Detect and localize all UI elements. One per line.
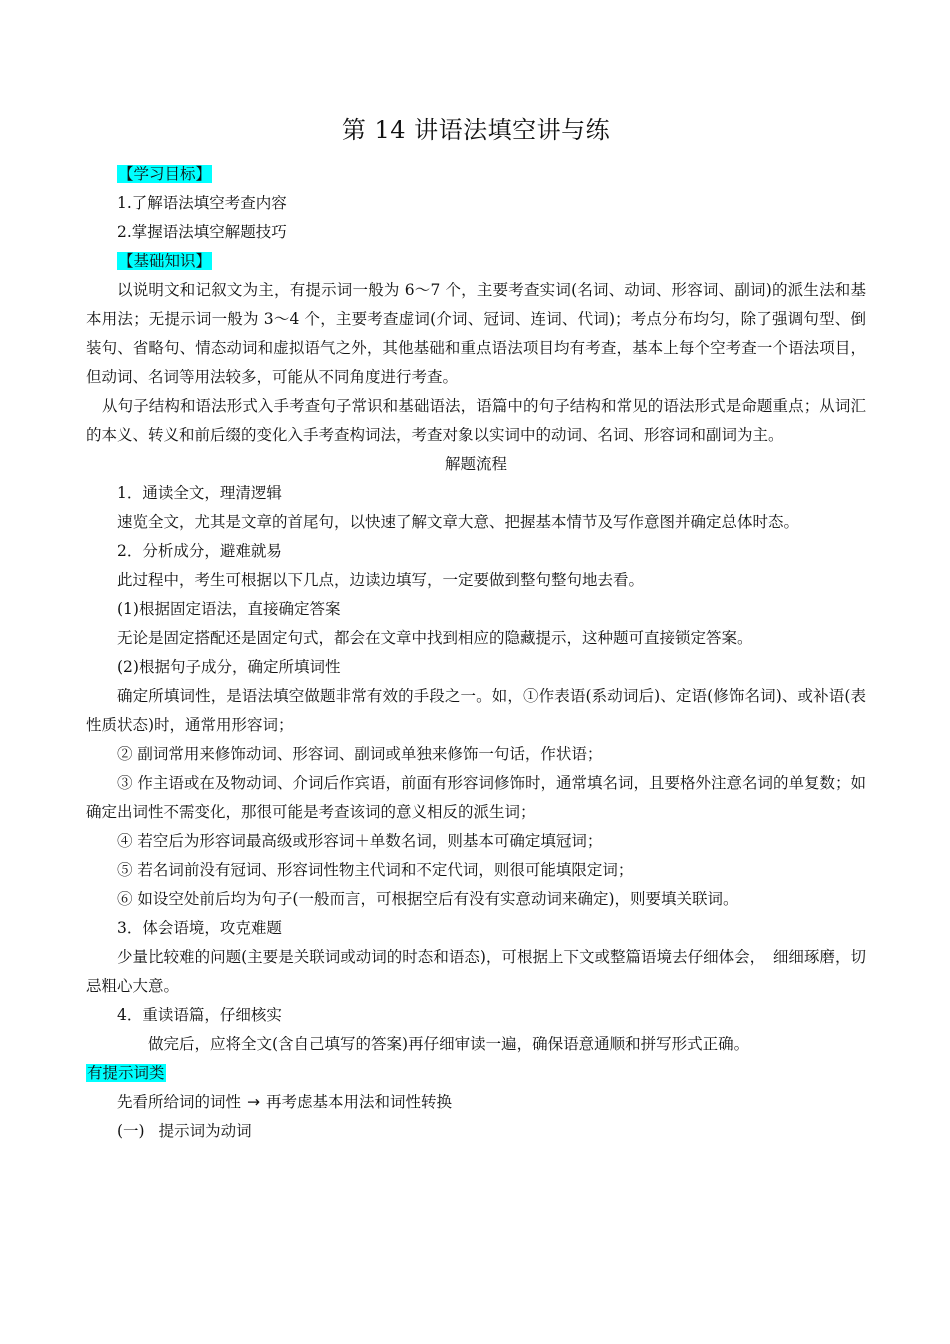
step-2-heading: 2．分析成分，避难就易: [117, 542, 282, 560]
basics-paragraph-2: 从句子结构和语法形式入手考查句子常识和基础语法，语篇中的句子结构和常见的语法形式是命题重点；从词汇的本义、转义和前后缀的变化入手考查构词法，考查对象以实词中的动词、名词、形容词和副词为主。: [86, 397, 866, 444]
list-item-3: ③ 作主语或在及物动词、介词后作宾语，前面有形容词修饰时，通常填名词，且要格外注意名词的单复数；如确定出词性不需变化，那很可能是考查该词的意义相反的派生词；: [86, 774, 866, 821]
step-1-text: 速览全文，尤其是文章的首尾句，以快速了解文章大意、把握基本情节及写作意图并确定总体时态。: [117, 513, 800, 531]
basics-paragraph-1: 以说明文和记叙文为主，有提示词一般为 6～7 个，主要考查实词(名词、动词、形容词、副词)的派生法和基本用法；无提示词一般为 3～4 个，主要考查虚词(介词、冠词、连词、代词)；考点分布均匀，除了强调句型、倒装句、省略句、情态动词和虚拟语气之外，其他基础和重点语法项目均有考查，基本上每个空考查一个语法项目，但动词、名词等用法较多，可能从不同角度进行考查。: [86, 281, 866, 386]
step-4-text: 做完后，应将全文(含自己填写的答案)再仔细审读一遍，确保语意通顺和拼写形式正确。: [148, 1035, 750, 1053]
step-2-sub-2-text: 确定所填词性，是语法填空做题非常有效的手段之一。如，①作表语(系动词后)、定语(修饰名词)、或补语(表性质状态)时，通常用形容词；: [86, 687, 866, 734]
basics-heading: [86, 247, 866, 276]
step-2-sub-1-text: 无论是固定搭配还是固定句式，都会在文章中找到相应的隐藏提示，这种题可直接锁定答案。: [117, 629, 753, 647]
hint-heading: [86, 1059, 866, 1088]
subsection-number: (一): [117, 1122, 145, 1140]
subsection-text: 提示词为动词: [158, 1122, 252, 1140]
hint-label: 有提示词类: [87, 1064, 165, 1082]
step-4-heading: 4．重读语篇，仔细核实: [117, 1006, 282, 1024]
goals-label: 【学习目标】: [118, 165, 212, 183]
step-2-sub-2-heading: (2)根据句子成分，确定所填词性: [117, 658, 341, 676]
step-1-heading: 1．通读全文，理清逻辑: [117, 484, 282, 502]
arrow-right-icon: →: [247, 1093, 261, 1111]
document-page: [86, 112, 866, 1146]
list-item-4: ④ 若空后为形容词最高级或形容词＋单数名词，则基本可确定填冠词；: [117, 832, 603, 850]
hint-right: 再考虑基本用法和词性转换: [266, 1093, 453, 1111]
flow-title: 解题流程: [444, 455, 507, 473]
page-title: 第 14 讲语法填空讲与练: [341, 116, 611, 144]
basics-label: 【基础知识】: [118, 252, 212, 270]
step-2-text: 此过程中，考生可根据以下几点，边读边填写，一定要做到整句整句地去看。: [117, 571, 645, 589]
goal-2: 2.掌握语法填空解题技巧: [117, 223, 287, 241]
list-item-6: ⑥ 如设空处前后均为句子(一般而言，可根据空后有没有实意动词来确定)，则要填关联词。: [117, 890, 739, 908]
step-2-sub-1-heading: (1)根据固定语法，直接确定答案: [117, 600, 341, 618]
list-item-5: ⑤ 若名词前没有冠词、形容词性物主代词和不定代词，则很可能填限定词；: [117, 861, 634, 879]
goals-heading: [86, 160, 866, 189]
hint-left: 先看所给词的词性: [117, 1093, 242, 1111]
goal-1: 1.了解语法填空考查内容: [117, 194, 287, 212]
step-3-heading: 3．体会语境，攻克难题: [117, 919, 282, 937]
hint-flow: [86, 1088, 866, 1117]
list-item-2: ② 副词常用来修饰动词、形容词、副词或单独来修饰一句话，作状语；: [117, 745, 603, 763]
step-3-text: 少量比较难的问题(主要是关联词或动词的时态和语态)，可根据上下文或整篇语境去仔细体会， 细细琢磨，切忌粗心大意。: [86, 948, 866, 995]
subsection-heading: [86, 1117, 866, 1146]
